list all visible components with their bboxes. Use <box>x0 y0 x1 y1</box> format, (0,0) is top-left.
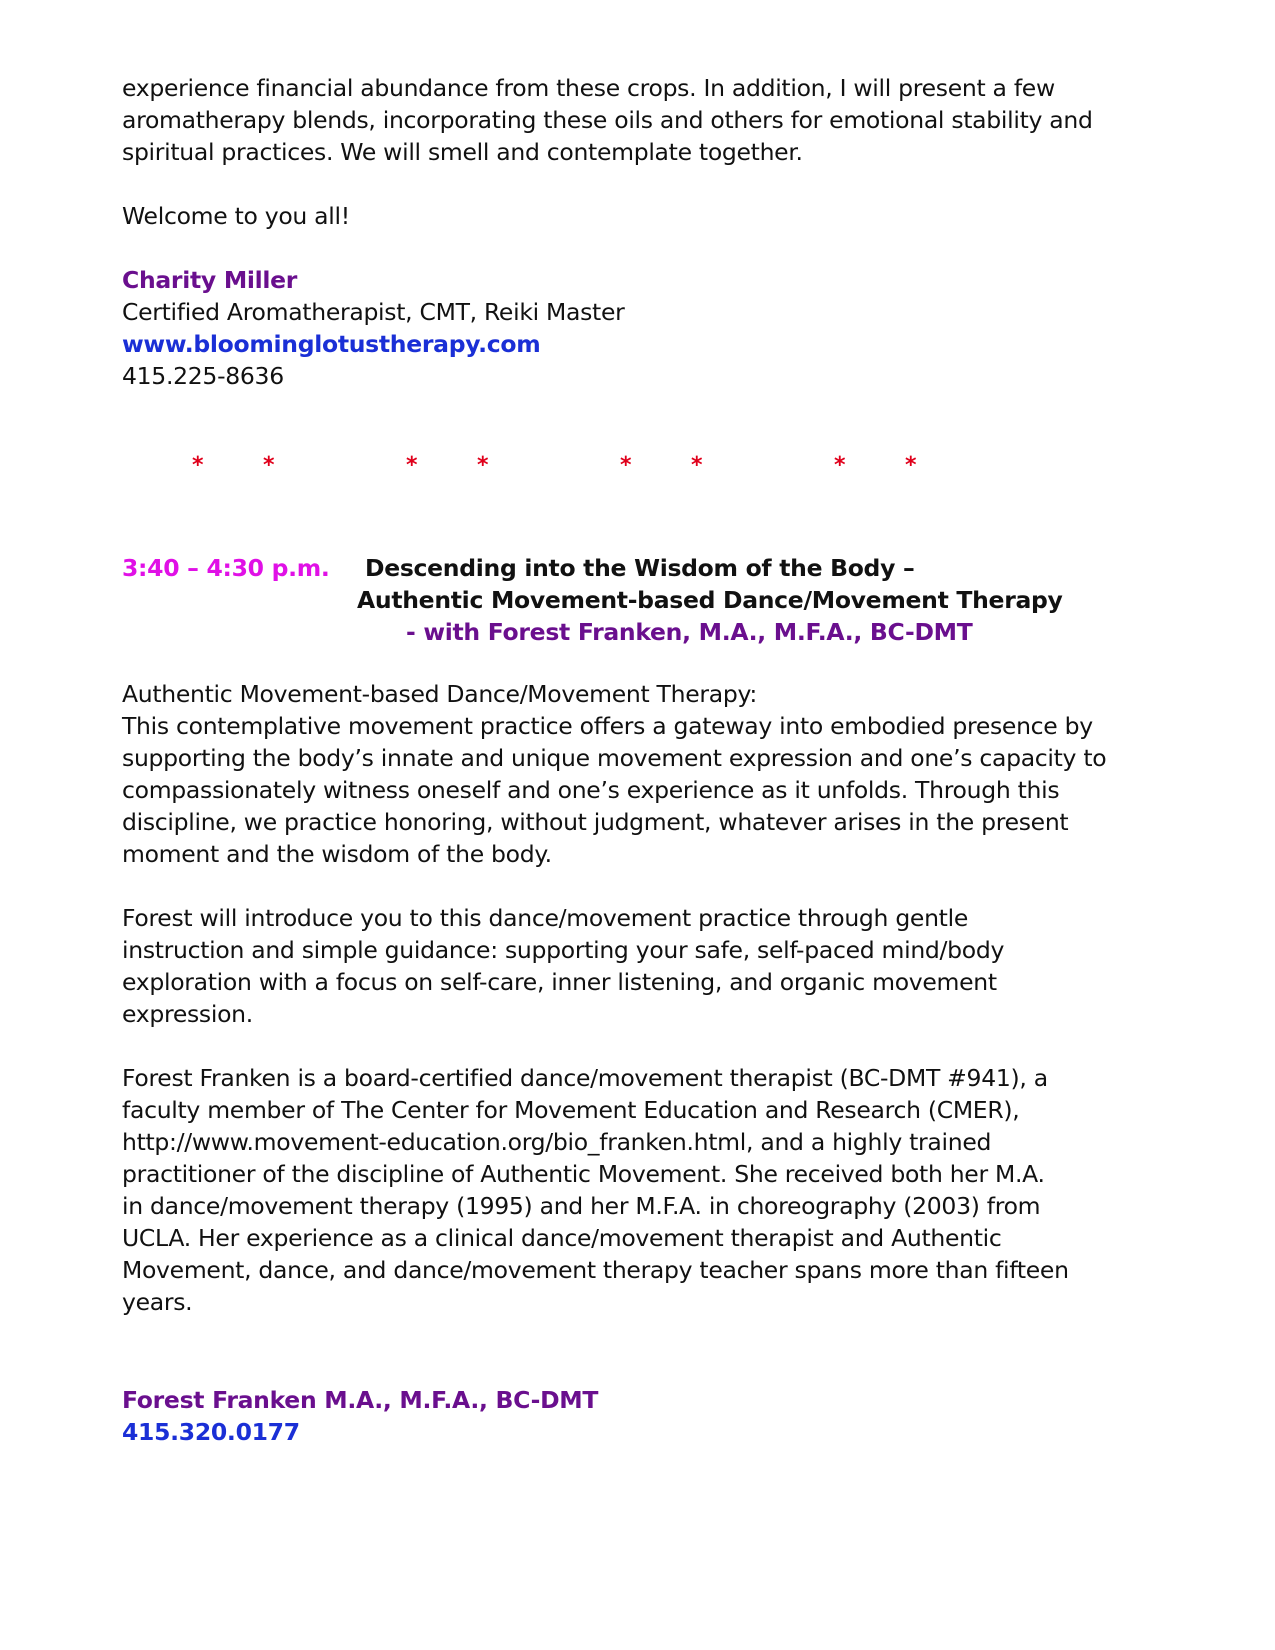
star-icon: * <box>905 453 917 478</box>
star-icon: * <box>406 453 418 478</box>
presenter-name: Charity Miller <box>122 266 298 294</box>
session-description <box>122 678 1122 1318</box>
spacer <box>122 870 1122 902</box>
session-title-line2: Authentic Movement-based Dance/Movement Therapy <box>357 586 1063 614</box>
presenter-website-link[interactable]: www.bloominglotustherapy.com <box>122 330 541 358</box>
star-icon: * <box>263 453 275 478</box>
star-icon: * <box>691 453 703 478</box>
paragraph-line: years. <box>122 1288 193 1316</box>
paragraph-line: discipline, we practice honoring, without judgment, whatever arises in the present <box>122 808 1069 836</box>
star-icon: * <box>477 453 489 478</box>
session-presenter: - with Forest Franken, M.A., M.F.A., BC-DMT <box>406 618 973 646</box>
paragraph-line: practitioner of the discipline of Authentic Movement. She received both her M.A. <box>122 1160 1045 1188</box>
presenter-credentials: Certified Aromatherapist, CMT, Reiki Master <box>122 298 625 326</box>
star-icon: * <box>834 453 846 478</box>
intro-line: spiritual practices. We will smell and contemplate together. <box>122 138 803 166</box>
bio-link[interactable]: http://www.movement-education.org/bio_franken.html, and a highly trained <box>122 1128 992 1156</box>
presenter2-signature <box>122 1384 1122 1448</box>
paragraph-line: Movement, dance, and dance/movement therapy teacher spans more than fifteen <box>122 1256 1069 1284</box>
spacer <box>122 232 1122 264</box>
paragraph-line: This contemplative movement practice offers a gateway into embodied presence by <box>122 712 1093 740</box>
session-time: 3:40 – 4:30 p.m. <box>122 554 330 582</box>
presenter2-name: Forest Franken M.A., M.F.A., BC-DMT <box>122 1386 599 1414</box>
intro-line: aromatherapy blends, incorporating these oils and others for emotional stability and <box>122 106 1093 134</box>
intro-section <box>122 72 1122 392</box>
paragraph-line: expression. <box>122 1000 253 1028</box>
session-title-line1: Descending into the Wisdom of the Body – <box>365 554 915 582</box>
spacer <box>122 1030 1122 1062</box>
paragraph-line: moment and the wisdom of the body. <box>122 840 552 868</box>
star-icon: * <box>620 453 632 478</box>
welcome-text: Welcome to you all! <box>122 202 350 230</box>
paragraph-line: Forest Franken is a board-certified dance/movement therapist (BC-DMT #941), a <box>122 1064 1048 1092</box>
paragraph-line: exploration with a focus on self-care, inner listening, and organic movement <box>122 968 997 996</box>
star-divider <box>0 455 1275 485</box>
paragraph-line: UCLA. Her experience as a clinical dance/movement therapist and Authentic <box>122 1224 1002 1252</box>
paragraph-line: Forest will introduce you to this dance/movement practice through gentle <box>122 904 968 932</box>
paragraph-line: in dance/movement therapy (1995) and her M.F.A. in choreography (2003) from <box>122 1192 1041 1220</box>
intro-line: experience financial abundance from these crops. In addition, I will present a few <box>122 74 1055 102</box>
description-heading: Authentic Movement-based Dance/Movement Therapy: <box>122 680 757 708</box>
presenter-phone: 415.225-8636 <box>122 362 284 390</box>
paragraph-line: compassionately witness oneself and one’s experience as it unfolds. Through this <box>122 776 1060 804</box>
paragraph-line: supporting the body’s innate and unique movement expression and one’s capacity to <box>122 744 1107 772</box>
paragraph-line: faculty member of The Center for Movement Education and Research (CMER), <box>122 1096 1020 1124</box>
star-icon: * <box>192 453 204 478</box>
paragraph-line: instruction and simple guidance: supporting your safe, self-paced mind/body <box>122 936 1005 964</box>
spacer <box>122 168 1122 200</box>
presenter2-phone: 415.320.0177 <box>122 1418 300 1446</box>
